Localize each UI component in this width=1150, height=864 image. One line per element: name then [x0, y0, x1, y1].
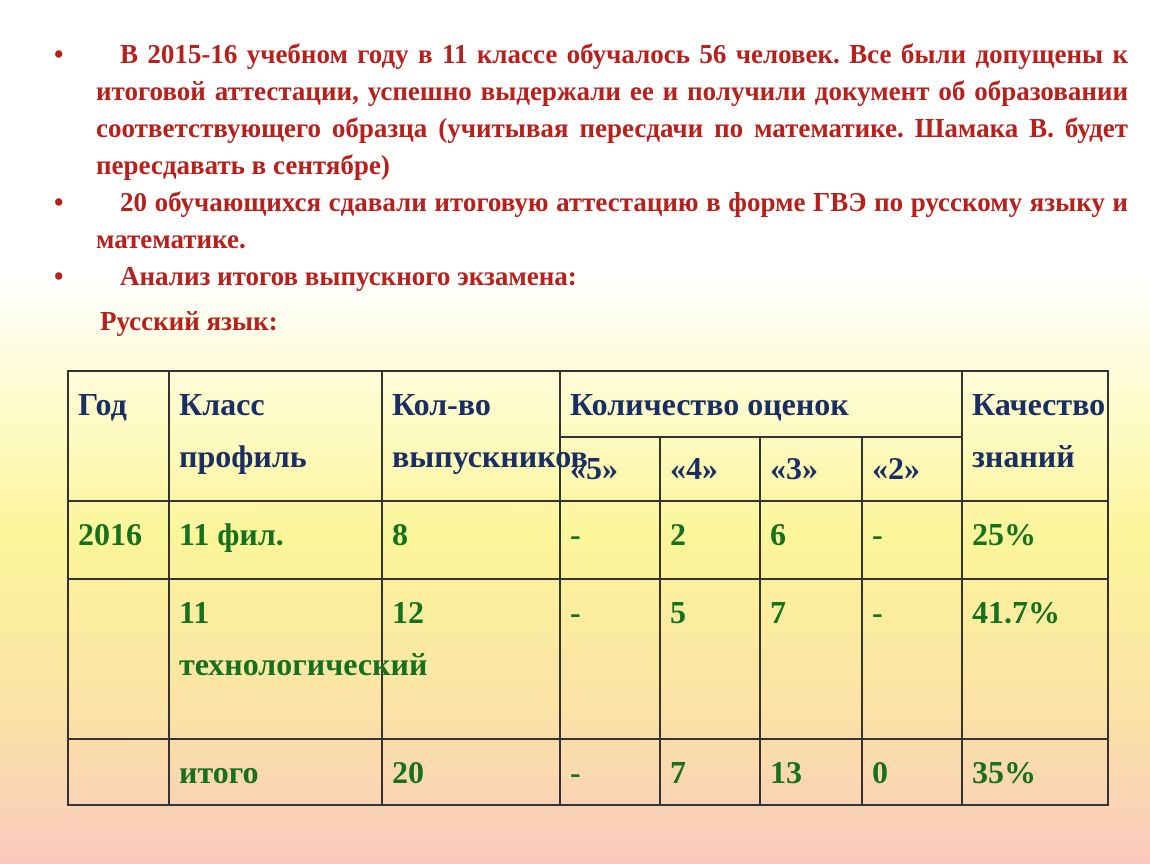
results-table [67, 370, 1109, 806]
bullet-text: Анализ итогов выпускного экзамена: [120, 261, 577, 291]
bullet-item [48, 258, 1128, 295]
bullet-item [48, 36, 1128, 184]
bullet-item [48, 184, 1128, 258]
header-grade-2: «2» [862, 437, 962, 501]
table-header-row [68, 371, 1108, 437]
cell-count: 8 [382, 501, 560, 579]
header-quality: Качество знаний [962, 371, 1108, 501]
table-row [68, 501, 1108, 579]
bullet-dot: • [54, 39, 64, 69]
cell-year [68, 579, 169, 739]
cell-grade-2: - [862, 501, 962, 579]
header-year: Год [68, 371, 169, 501]
cell-quality: 35% [962, 739, 1108, 805]
header-class: Класс профиль [169, 371, 382, 501]
cell-grade-2: 0 [862, 739, 962, 805]
bullet-dot: • [54, 261, 64, 291]
cell-grade-4: 2 [660, 501, 760, 579]
header-count: Кол-во выпускников [382, 371, 560, 501]
bullet-dot: • [54, 187, 64, 217]
cell-grade-3: 13 [760, 739, 862, 805]
bullet-text: 20 обучающихся сдавали итоговую аттестацию в форме ГВЭ по русскому языку и математике. [96, 187, 1128, 254]
header-grades-group: Количество оценок [560, 371, 962, 437]
cell-class: 11 фил. [169, 501, 382, 579]
table-row [68, 579, 1108, 739]
cell-count: 12 [382, 579, 560, 739]
cell-quality: 25% [962, 501, 1108, 579]
subtitle: Русский язык: [100, 306, 278, 336]
bullet-text: В 2015-16 учебном году в 11 классе обучалось 56 человек. Все были допущены к итоговой аттестации, успешно выдержали ее и получили документ об образовании соответствующего образца (учитывая пересдачи по математике. Шамака В. будет пересдавать в сентябре) [96, 39, 1128, 180]
header-grade-5: «5» [560, 437, 660, 501]
table-row [68, 739, 1108, 805]
bullet-list [48, 36, 1128, 295]
cell-class: 11 технологический [169, 579, 382, 739]
cell-grade-2: - [862, 579, 962, 739]
cell-grade-3: 6 [760, 501, 862, 579]
cell-grade-4: 5 [660, 579, 760, 739]
header-grade-3: «3» [760, 437, 862, 501]
cell-count: 20 [382, 739, 560, 805]
cell-grade-5: - [560, 739, 660, 805]
cell-class: итого [169, 739, 382, 805]
header-grade-4: «4» [660, 437, 760, 501]
cell-year [68, 739, 169, 805]
cell-year: 2016 [68, 501, 169, 579]
cell-grade-5: - [560, 579, 660, 739]
cell-grade-5: - [560, 501, 660, 579]
cell-grade-3: 7 [760, 579, 862, 739]
cell-grade-4: 7 [660, 739, 760, 805]
cell-quality: 41.7% [962, 579, 1108, 739]
